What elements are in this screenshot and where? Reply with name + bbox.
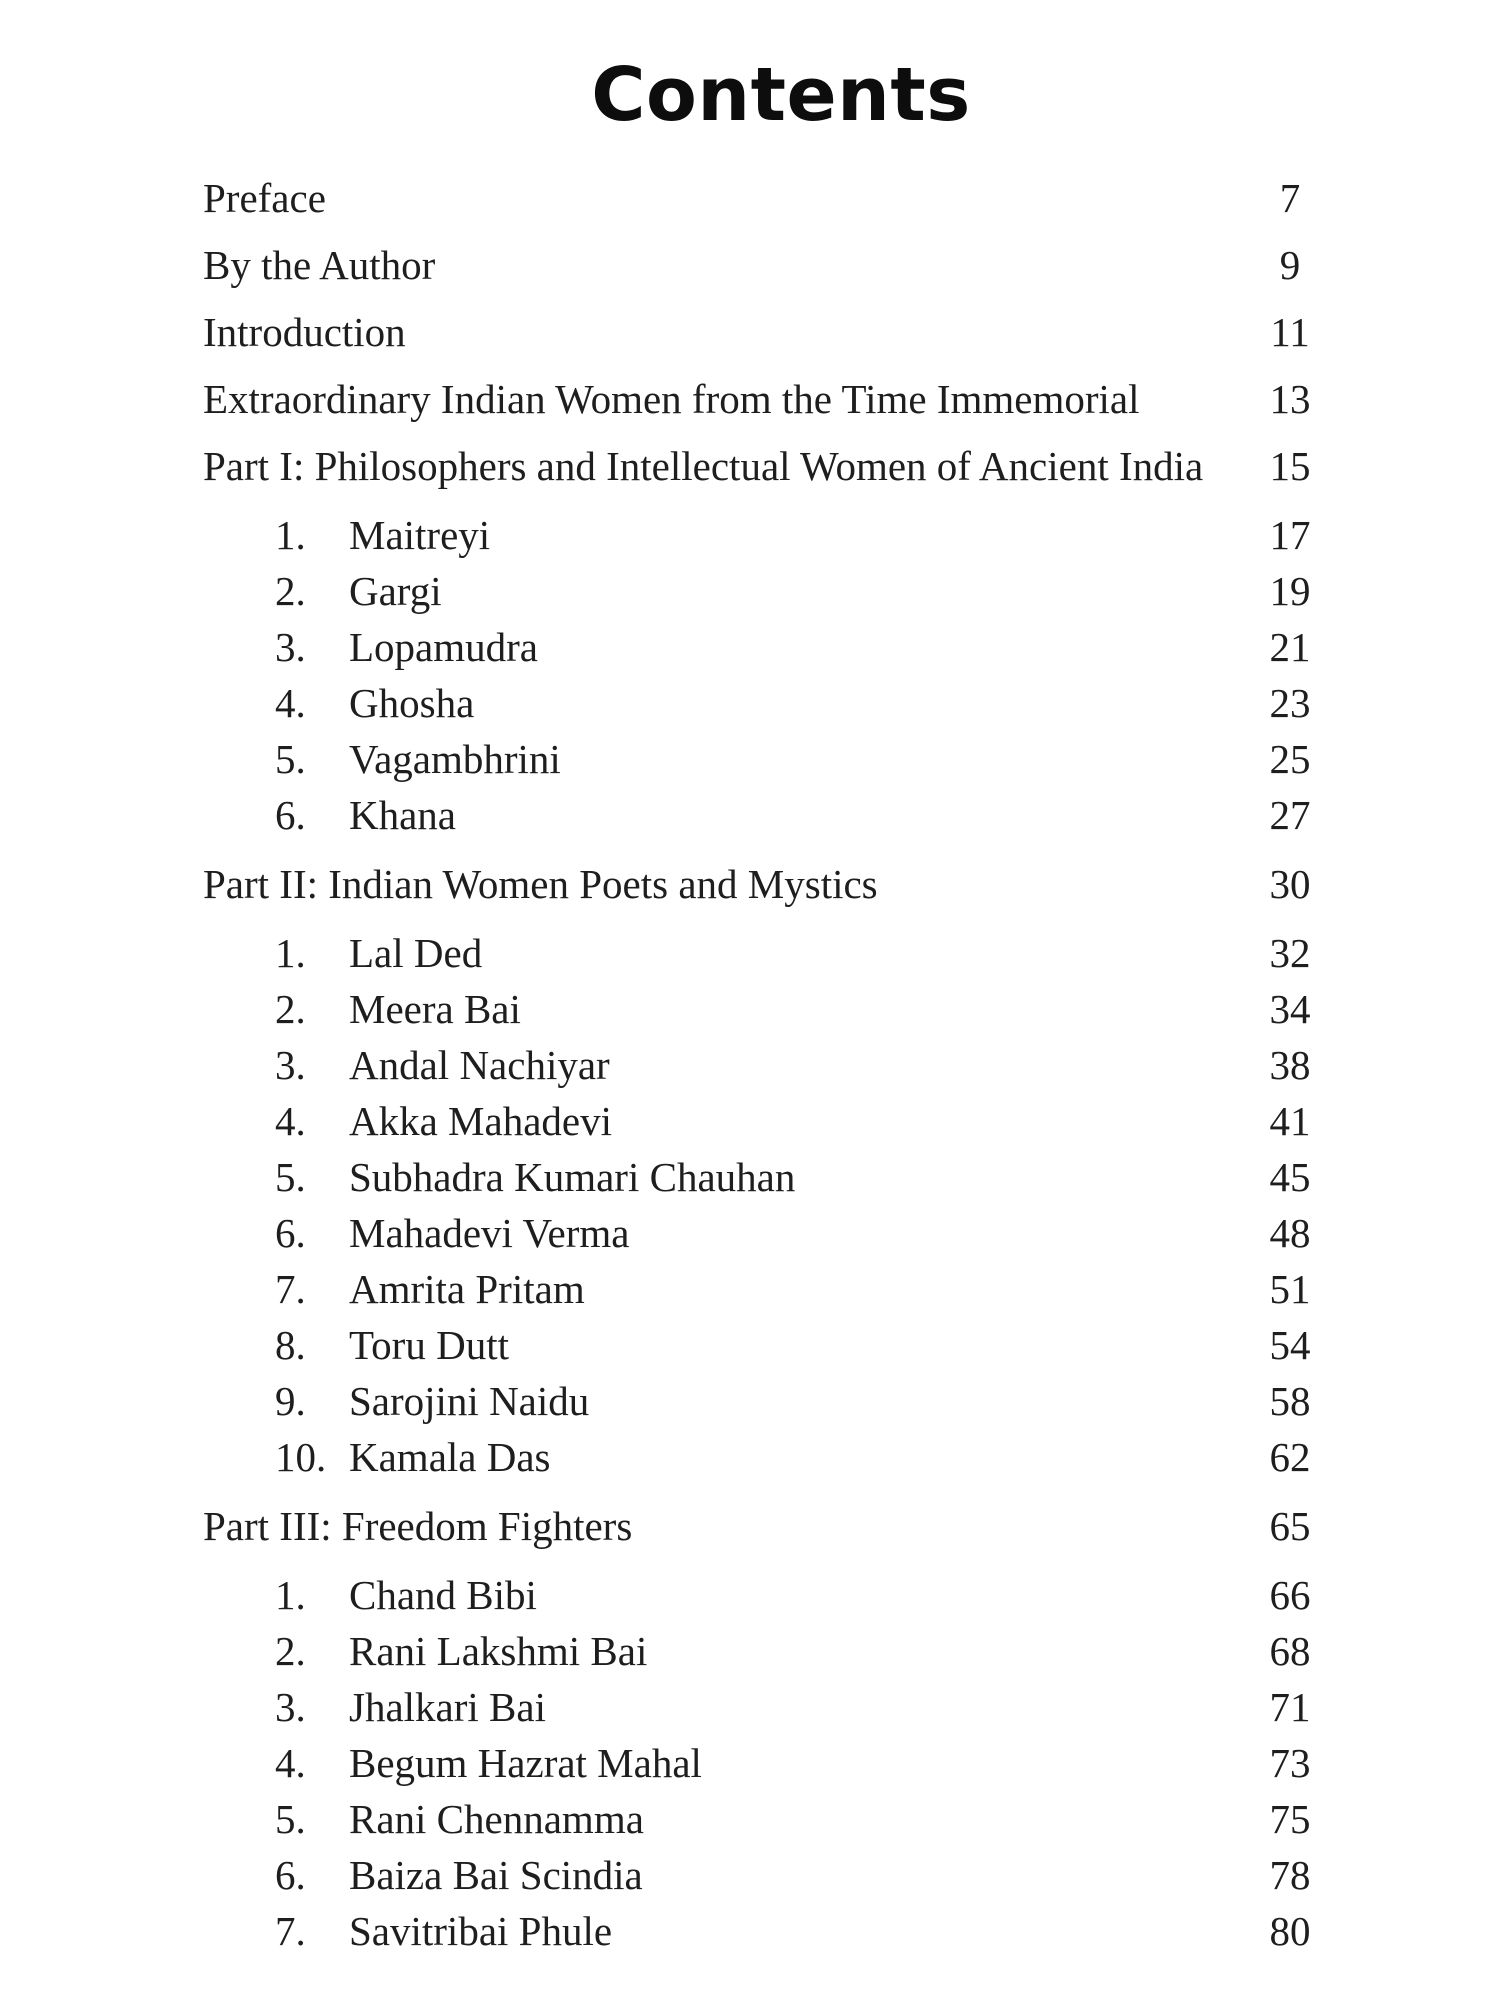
toc-entry-by-the-author[interactable] bbox=[0, 235, 1500, 295]
toc-entry-label: Part III: Freedom Fighters bbox=[203, 1503, 633, 1549]
toc-entry-page: 65 bbox=[1269, 1503, 1311, 1549]
toc-entry-label: Meera Bai bbox=[349, 986, 521, 1032]
toc-subentry-number: 7. bbox=[275, 1266, 306, 1312]
toc-entry-label: Chand Bibi bbox=[349, 1572, 537, 1618]
toc-entry-label: Gargi bbox=[349, 568, 442, 614]
toc-entry-label: Rani Chennamma bbox=[349, 1796, 644, 1842]
toc-subentry-number: 4. bbox=[275, 680, 306, 726]
toc-entry-page: 25 bbox=[1269, 736, 1311, 782]
toc-subentry[interactable] bbox=[0, 729, 1500, 789]
toc-entry-label: Part II: Indian Women Poets and Mystics bbox=[203, 861, 878, 907]
toc-entry-page: 71 bbox=[1269, 1684, 1311, 1730]
toc-entry-page: 13 bbox=[1269, 376, 1311, 422]
toc-subentry-number: 2. bbox=[275, 568, 306, 614]
toc-subentry[interactable] bbox=[0, 1315, 1500, 1375]
toc-entry-label: Toru Dutt bbox=[349, 1322, 509, 1368]
toc-subentry[interactable] bbox=[0, 673, 1500, 733]
toc-entry-page: 38 bbox=[1269, 1042, 1311, 1088]
toc-entry-label: Begum Hazrat Mahal bbox=[349, 1740, 702, 1786]
toc-entry-label: Extraordinary Indian Women from the Time Immemorial bbox=[203, 376, 1140, 422]
toc-subentry[interactable] bbox=[0, 1035, 1500, 1095]
toc-subentry-number: 2. bbox=[275, 1628, 306, 1674]
toc-entry-page: 45 bbox=[1269, 1154, 1311, 1200]
toc-entry-page: 51 bbox=[1269, 1266, 1311, 1312]
toc-entry-page: 17 bbox=[1269, 512, 1311, 558]
toc-entry-label: Baiza Bai Scindia bbox=[349, 1852, 643, 1898]
toc-part-3-heading[interactable] bbox=[0, 1496, 1500, 1556]
toc-entry-page: 48 bbox=[1269, 1210, 1311, 1256]
toc-entry-label: Vagambhrini bbox=[349, 736, 561, 782]
toc-entry-page: 34 bbox=[1269, 986, 1311, 1032]
toc-subentry-number: 1. bbox=[275, 1572, 306, 1618]
toc-entry-page: 73 bbox=[1269, 1740, 1311, 1786]
toc-entry-label: Akka Mahadevi bbox=[349, 1098, 612, 1144]
toc-subentry[interactable] bbox=[0, 1733, 1500, 1793]
toc-subentry[interactable] bbox=[0, 1845, 1500, 1905]
toc-subentry[interactable] bbox=[0, 923, 1500, 983]
toc-entry-page: 75 bbox=[1269, 1796, 1311, 1842]
toc-entry-label: Lopamudra bbox=[349, 624, 538, 670]
toc-entry-label: Maitreyi bbox=[349, 512, 491, 558]
toc-entry-page: 54 bbox=[1269, 1322, 1311, 1368]
toc-entry-label: Mahadevi Verma bbox=[349, 1210, 630, 1256]
toc-subentry-number: 3. bbox=[275, 624, 306, 670]
toc-entry-page: 66 bbox=[1269, 1572, 1311, 1618]
toc-entry-introduction[interactable] bbox=[0, 302, 1500, 362]
toc-subentry[interactable] bbox=[0, 785, 1500, 845]
toc-entry-page: 21 bbox=[1269, 624, 1311, 670]
toc-subentry-number: 1. bbox=[275, 930, 306, 976]
toc-subentry[interactable] bbox=[0, 505, 1500, 565]
toc-entry-page: 27 bbox=[1269, 792, 1311, 838]
toc-subentry-number: 3. bbox=[275, 1042, 306, 1088]
toc-subentry[interactable] bbox=[0, 1621, 1500, 1681]
toc-subentry-number: 6. bbox=[275, 1852, 306, 1898]
toc-entry-label: Subhadra Kumari Chauhan bbox=[349, 1154, 796, 1200]
toc-entry-extraordinary-women[interactable] bbox=[0, 369, 1500, 429]
toc-subentry-number: 5. bbox=[275, 1796, 306, 1842]
toc-subentry[interactable] bbox=[0, 1259, 1500, 1319]
toc-entry-label: By the Author bbox=[203, 242, 436, 288]
toc-entry-page: 32 bbox=[1269, 930, 1311, 976]
toc-subentry-number: 7. bbox=[275, 1908, 306, 1954]
toc-entry-page: 23 bbox=[1269, 680, 1311, 726]
toc-entry-page: 11 bbox=[1270, 309, 1310, 355]
toc-entry-label: Introduction bbox=[203, 309, 406, 355]
toc-entry-label: Amrita Pritam bbox=[349, 1266, 585, 1312]
toc-subentry-number: 4. bbox=[275, 1740, 306, 1786]
toc-entry-label: Part I: Philosophers and Intellectual Women of Ancient India bbox=[203, 443, 1204, 489]
toc-entry-label: Rani Lakshmi Bai bbox=[349, 1628, 648, 1674]
toc-entry-label: Andal Nachiyar bbox=[349, 1042, 610, 1088]
toc-entry-page: 41 bbox=[1269, 1098, 1311, 1144]
toc-subentry-number: 4. bbox=[275, 1098, 306, 1144]
toc-entry-page: 62 bbox=[1269, 1434, 1311, 1480]
toc-entry-page: 58 bbox=[1269, 1378, 1311, 1424]
toc-subentry[interactable] bbox=[0, 1371, 1500, 1431]
toc-entry-label: Savitribai Phule bbox=[349, 1908, 613, 1954]
toc-subentry-number: 5. bbox=[275, 1154, 306, 1200]
toc-entry-label: Khana bbox=[349, 792, 457, 838]
toc-entry-label: Preface bbox=[203, 175, 326, 221]
toc-entry-label: Ghosha bbox=[349, 680, 475, 726]
toc-subentry-number: 6. bbox=[275, 1210, 306, 1256]
toc-subentry-number: 5. bbox=[275, 736, 306, 782]
toc-subentry[interactable] bbox=[0, 979, 1500, 1039]
toc-subentry[interactable] bbox=[0, 1203, 1500, 1263]
toc-subentry-number: 2. bbox=[275, 986, 306, 1032]
toc-subentry[interactable] bbox=[0, 1565, 1500, 1625]
toc-part-2-heading[interactable] bbox=[0, 854, 1500, 914]
toc-subentry[interactable] bbox=[0, 1789, 1500, 1849]
toc-entry-label: Sarojini Naidu bbox=[349, 1378, 590, 1424]
toc-subentry-number: 9. bbox=[275, 1378, 306, 1424]
toc-entry-page: 15 bbox=[1269, 443, 1311, 489]
toc-subentry-number: 8. bbox=[275, 1322, 306, 1368]
toc-part-1-heading[interactable] bbox=[0, 436, 1500, 496]
toc-entry-page: 19 bbox=[1269, 568, 1311, 614]
toc-subentry[interactable] bbox=[0, 617, 1500, 677]
toc-entry-label: Jhalkari Bai bbox=[349, 1684, 546, 1730]
page-title: Contents bbox=[591, 52, 971, 138]
toc-entry-label: Lal Ded bbox=[349, 930, 483, 976]
toc-subentry-number: 10. bbox=[275, 1434, 327, 1480]
toc-entry-page: 80 bbox=[1269, 1908, 1311, 1954]
toc-subentry[interactable] bbox=[0, 1901, 1500, 1961]
toc-subentry[interactable] bbox=[0, 1677, 1500, 1737]
toc-subentry-number: 6. bbox=[275, 792, 306, 838]
toc-subentry[interactable] bbox=[0, 561, 1500, 621]
toc-entry-page: 30 bbox=[1269, 861, 1311, 907]
toc-entry-page: 68 bbox=[1269, 1628, 1311, 1674]
toc-entry-preface[interactable] bbox=[0, 168, 1500, 228]
toc-entry-label: Kamala Das bbox=[349, 1434, 551, 1480]
toc-entry-page: 7 bbox=[1279, 175, 1301, 221]
toc-subentry[interactable] bbox=[0, 1091, 1500, 1151]
toc-subentry-number: 3. bbox=[275, 1684, 306, 1730]
toc-subentry-number: 1. bbox=[275, 512, 306, 558]
toc-subentry[interactable] bbox=[0, 1427, 1500, 1487]
toc-entry-page: 9 bbox=[1279, 242, 1301, 288]
toc-entry-page: 78 bbox=[1269, 1852, 1311, 1898]
toc-subentry[interactable] bbox=[0, 1147, 1500, 1207]
